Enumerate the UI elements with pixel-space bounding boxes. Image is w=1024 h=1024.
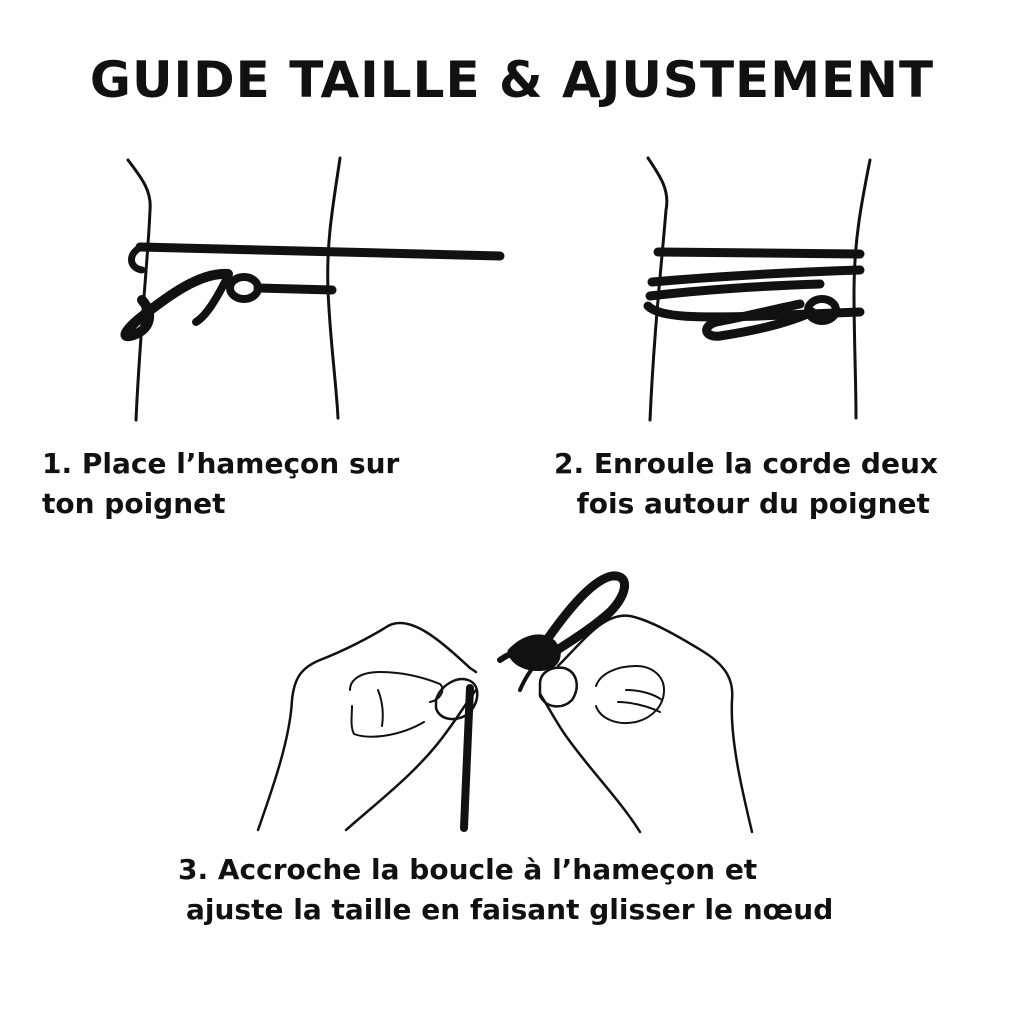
left-hand-palm — [346, 690, 476, 830]
step-2-caption — [554, 444, 938, 524]
right-hand-outline — [558, 616, 752, 832]
right-fingers — [596, 666, 664, 723]
wrap-line-3 — [650, 284, 820, 296]
cord-vertical — [464, 688, 470, 828]
page-title: GUIDE TAILLE & AJUSTEMENT — [89, 51, 935, 109]
wrap-line-1 — [658, 252, 860, 254]
step-3-line-1: 3. Accroche la boucle à l’hameçon et — [178, 853, 758, 886]
right-hand-palm — [540, 694, 640, 832]
wrist-wrap-icon — [648, 158, 870, 420]
step-3-line-2: ajuste la taille en faisant glisser le nœud — [186, 893, 834, 926]
step-1-caption — [42, 444, 399, 524]
wrist-left-outline — [128, 160, 150, 420]
step-1-line-1: 1. Place l’hameçon sur — [42, 447, 400, 480]
hands-knot-icon — [258, 576, 752, 832]
cord-curl — [132, 247, 143, 270]
step-3-caption — [178, 850, 833, 930]
left-fingers — [350, 672, 442, 737]
step-2-line-1: 2. Enroule la corde deux — [554, 447, 938, 480]
cord-bottom — [258, 288, 332, 290]
step-1-line-2: ton poignet — [42, 487, 226, 520]
wrist-hook-icon — [125, 158, 500, 420]
left-hand-outline — [258, 623, 476, 830]
step-2-line-2: fois autour du poignet — [576, 487, 930, 520]
wrist-left-outline — [648, 158, 667, 420]
wrist-right-outline — [854, 160, 870, 418]
wrap-line-2 — [652, 270, 860, 282]
cord-top — [140, 247, 500, 256]
